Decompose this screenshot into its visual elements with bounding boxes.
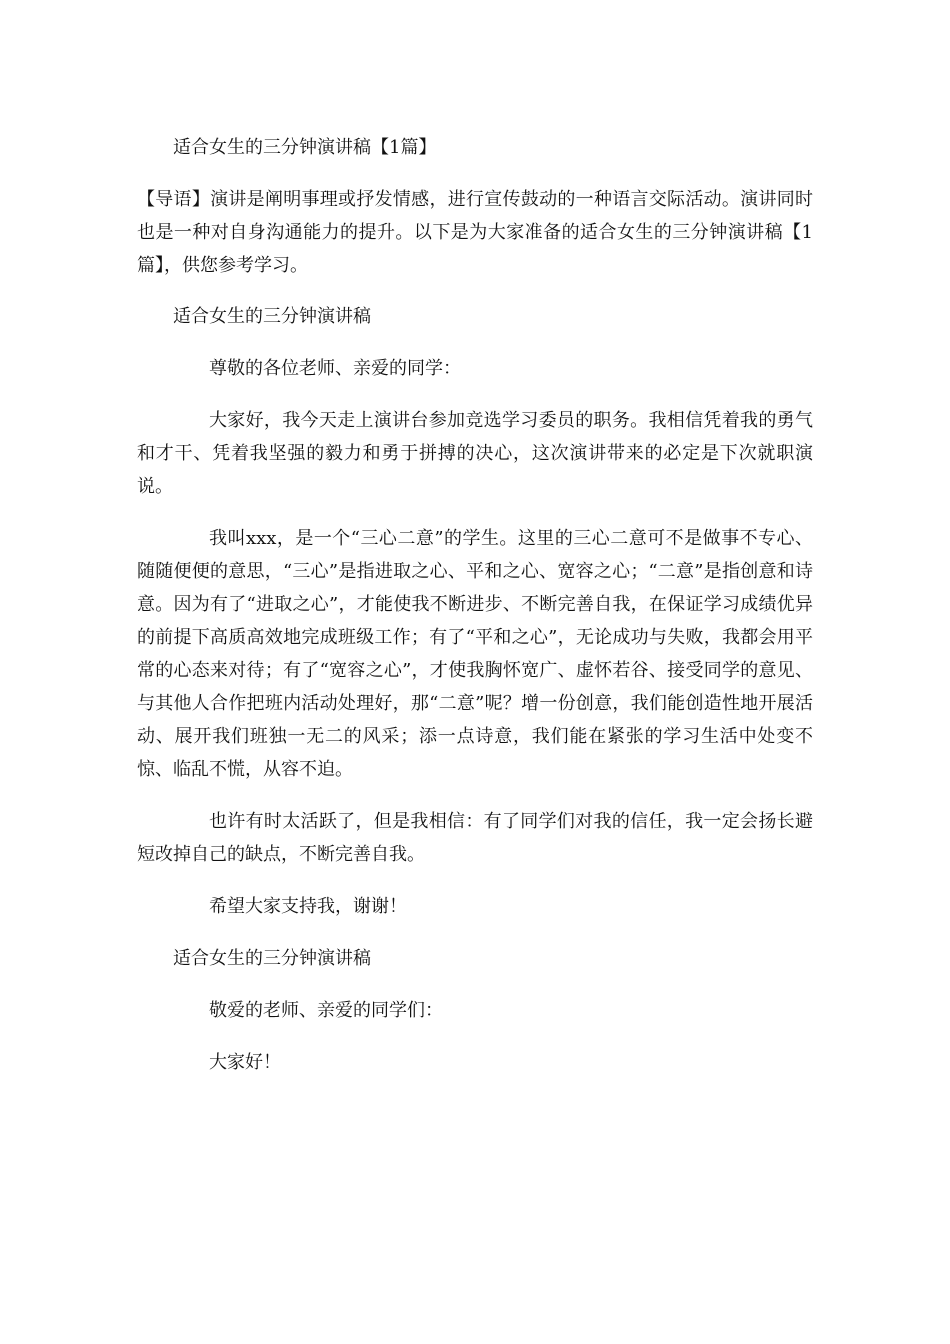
speech1-salutation: 尊敬的各位老师、亲爱的同学： — [209, 358, 461, 379]
speech1-paragraph-3: 也许有时太活跃了，但是我相信：有了同学们对我的信任，我一定会扬长避短改掉自己的缺点，不断完善自我。 — [137, 811, 813, 865]
speech1-paragraph-1: 大家好，我今天走上演讲台参加竞选学习委员的职务。我相信凭着我的勇气和才干、凭着我坚强的毅力和勇于拼搏的决心，这次演讲带来的必定是下次就职演说。 — [137, 410, 813, 497]
document-body — [137, 131, 813, 1098]
speech2-greeting: 大家好！ — [209, 1052, 281, 1073]
intro-paragraph: 【导语】演讲是阐明事理或抒发情感，进行宣传鼓动的一种语言交际活动。演讲同时也是一种对自身沟通能力的提升。以下是为大家准备的适合女生的三分钟演讲稿【1篇】，供您参考学习。 — [137, 189, 813, 276]
speech1-heading: 适合女生的三分钟演讲稿 — [173, 306, 371, 327]
document-title: 适合女生的三分钟演讲稿【1篇】 — [173, 137, 437, 158]
speech2-heading: 适合女生的三分钟演讲稿 — [173, 948, 371, 969]
speech1-paragraph-2: 我叫xxx，是一个“三心二意”的学生。这里的三心二意可不是做事不专心、随随便便的意思，“三心”是指进取之心、平和之心、宽容之心；“二意”是指创意和诗意。因为有了“进取之心”，才能使我不断进步、不断完善自我，在保证学习成绩优异的前提下高质高效地完成班级工作；有了“平和之心”，无论成功与失败，我都会用平常的心态来对待；有了“宽容之心”，才使我胸怀宽广、虚怀若谷、接受同学的意见、与其他人合作把班内活动处理好，那“二意”呢？增一份创意，我们能创造性地开展活动、展开我们班独一无二的风采；添一点诗意，我们能在紧张的学习生活中处变不惊、临乱不慌，从容不迫。 — [137, 528, 813, 780]
speech2-salutation: 敬爱的老师、亲爱的同学们： — [209, 1000, 443, 1021]
speech1-closing: 希望大家支持我，谢谢！ — [209, 896, 407, 917]
